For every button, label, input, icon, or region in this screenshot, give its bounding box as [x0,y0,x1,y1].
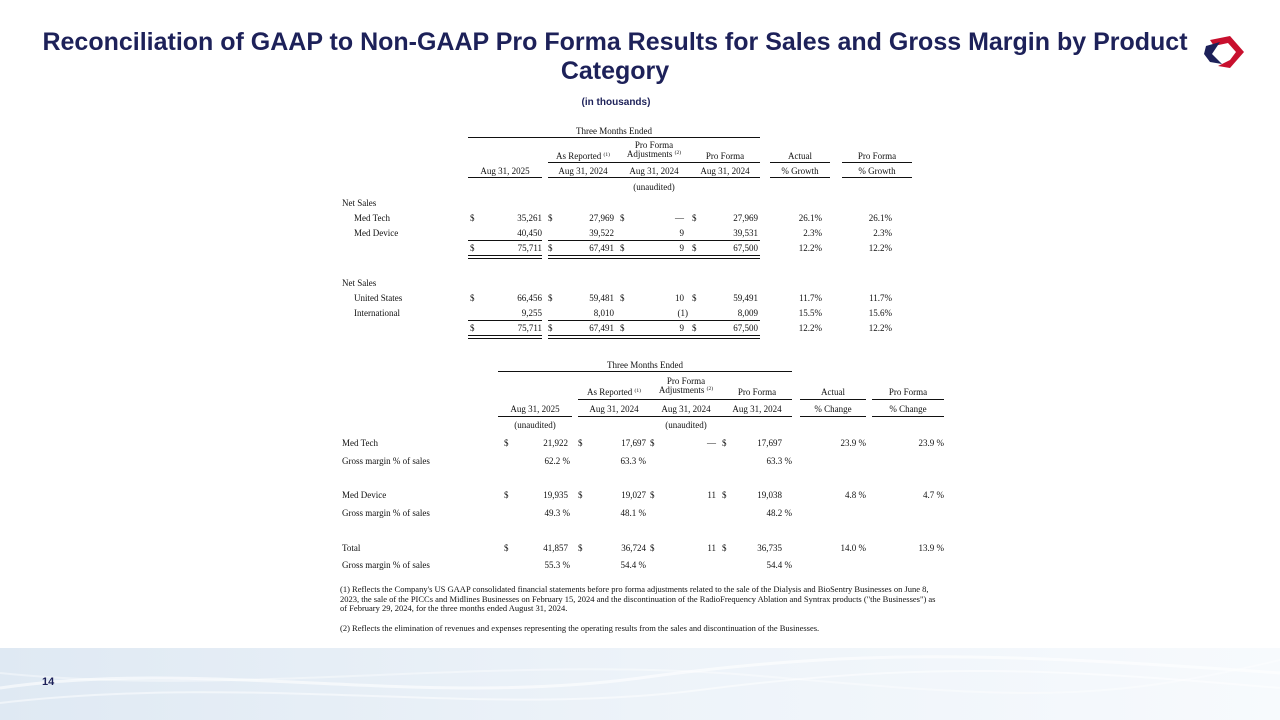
cell: 41,857 [543,543,568,553]
currency-symbol: $ [620,323,625,333]
currency-symbol: $ [620,293,625,303]
currency-symbol: $ [722,543,727,553]
total-cell: 12.2% [798,323,822,333]
currency-symbol: $ [650,438,655,448]
divider [468,177,542,178]
cell: 2.3% [873,228,892,238]
row-label: Total [342,543,361,553]
date-header: Aug 31, 2024 [661,404,711,414]
currency-symbol: $ [650,543,655,553]
divider [618,320,690,321]
footnote-2: (2) Reflects the elimination of revenues and expenses representing the operating results from the sales and discontinuation of the Businesses. [340,623,820,633]
cell: 66,456 [517,293,542,303]
divider [800,416,866,417]
currency-symbol: $ [692,213,697,223]
row-label: Med Device [342,490,387,500]
double-underline [468,255,542,259]
double-underline [690,255,760,259]
header-as-reported: As Reported $^{(1)}$ [556,151,610,161]
currency-symbol: $ [650,490,655,500]
divider [872,416,944,417]
page-number: 14 [42,676,55,688]
currency-symbol: $ [548,293,553,303]
footnote-1: (1) Reflects the Company's US GAAP consolidated financial statements before pro forma adjustments related to the sale of the Dialysis and BioSentry Businesses on June 8, 2023, the sale of the PICCs and Midlines Businesses on February 15, 2024 and the discontinuation of the RadioFrequency Ablation and Syntrax products ("the Businesses") as of February 29, 2024, for the three months ended August 31, 2024. [340,584,936,613]
currency-symbol: $ [548,243,553,253]
cell: 27,969 [733,213,758,223]
date-header: Aug 31, 2024 [589,404,639,414]
cell: — [675,213,684,223]
currency-symbol: $ [504,438,509,448]
cell: 59,491 [733,293,758,303]
header-pro-forma: Pro Forma [737,387,777,397]
period-header: Three Months Ended [576,126,652,136]
gross-margin-cell: 63.3 % [766,456,792,466]
currency-symbol: $ [470,323,475,333]
cell: 26.1% [798,213,822,223]
gross-margin-cell: 48.2 % [766,508,792,518]
cell: 19,935 [543,490,568,500]
date-header: % Change [814,404,852,414]
gross-margin-cell: 55.3 % [544,560,570,570]
divider [618,177,690,178]
header-pro-forma-growth: Pro Forma [857,151,897,161]
divider [842,177,912,178]
cell: 9 [679,228,684,238]
divider [468,137,760,138]
currency-symbol: $ [722,490,727,500]
units-note: (in thousands) [581,97,651,108]
gross-margin-cell: 54.4 % [766,560,792,570]
gross-margin-cell: 48.1 % [620,508,646,518]
divider [468,240,542,241]
date-header: Aug 31, 2024 [558,166,608,176]
total-cell: 12.2% [868,323,892,333]
divider [498,416,572,417]
cell: 23.9 % [840,438,866,448]
unaudited-label: (unaudited) [665,420,707,430]
header-actual: Actual [788,151,812,161]
total-cell: 67,500 [733,243,758,253]
divider [770,177,830,178]
gross-margin-label: Gross margin % of sales [342,560,430,570]
cell: 39,522 [589,228,614,238]
row-label: United States [354,293,403,303]
currency-symbol: $ [548,213,553,223]
double-underline [618,335,690,339]
cell: 39,531 [733,228,758,238]
cell: 36,724 [621,543,646,553]
cell: 35,261 [517,213,542,223]
currency-symbol: $ [692,293,697,303]
cell: 36,735 [757,543,782,553]
total-cell: 67,500 [733,323,758,333]
currency-symbol: $ [692,243,697,253]
divider [578,416,650,417]
cell: 17,697 [621,438,646,448]
total-cell: 9 [679,243,684,253]
currency-symbol: $ [620,213,625,223]
currency-symbol: $ [470,293,475,303]
cell: 11 [707,543,716,553]
cell: 11.7% [869,293,892,303]
gross-margin-cell: 63.3 % [620,456,646,466]
divider [690,320,760,321]
gross-margin-label: Gross margin % of sales [342,508,430,518]
cell: 4.7 % [923,490,944,500]
divider [548,320,618,321]
date-header: Aug 31, 2024 [732,404,782,414]
section-label: Net Sales [342,198,377,208]
footer-wave-decoration [0,648,1280,720]
company-logo-icon [1200,32,1246,72]
date-header: Aug 31, 2024 [629,166,679,176]
divider [498,371,792,372]
cell: 9,255 [521,308,542,318]
cell: 8,009 [737,308,758,318]
divider [468,320,542,321]
date-header: Aug 31, 2024 [700,166,750,176]
unaudited-label: (unaudited) [633,182,675,192]
cell: 26.1% [868,213,892,223]
cell: 11 [707,490,716,500]
header-as-reported: As Reported $^{(1)}$ [587,387,641,397]
divider [578,399,792,400]
gross-margin-label: Gross margin % of sales [342,456,430,466]
currency-symbol: $ [548,323,553,333]
header-adjustments: Pro Forma Adjustments $^{(2)}$ [658,376,714,395]
header-actual: Actual [821,387,845,397]
currency-symbol: $ [692,323,697,333]
divider [618,240,690,241]
date-header: Aug 31, 2025 [480,166,530,176]
cell: 15.6% [868,308,892,318]
total-cell: 12.2% [798,243,822,253]
currency-symbol: $ [504,543,509,553]
total-cell: 75,711 [517,323,542,333]
divider [690,240,760,241]
double-underline [690,335,760,339]
total-cell: 9 [679,323,684,333]
page-title: Reconciliation of GAAP to Non-GAAP Pro Forma Results for Sales and Gross Margin by Product Category [42,28,1188,85]
divider [690,177,760,178]
date-header: % Growth [858,166,896,176]
cell: 27,969 [589,213,614,223]
cell: 11.7% [799,293,822,303]
row-label: International [354,308,400,318]
gross-margin-cell: 62.2 % [544,456,570,466]
divider [770,162,830,163]
cell: 23.9 % [918,438,944,448]
footer-band [0,648,1280,720]
divider [872,399,944,400]
cell: 15.5% [798,308,822,318]
section-label: Net Sales [342,278,377,288]
double-underline [468,335,542,339]
row-label: Med Device [354,228,399,238]
currency-symbol: $ [470,243,475,253]
row-label: Med Tech [342,438,378,448]
currency-symbol: $ [620,243,625,253]
gross-margin-cell: 54.4 % [620,560,646,570]
cell: — [707,438,716,448]
divider [800,399,866,400]
divider [650,416,722,417]
cell: 59,481 [589,293,614,303]
divider [548,177,618,178]
currency-symbol: $ [578,438,583,448]
cell: 17,697 [757,438,782,448]
total-cell: 67,491 [589,243,614,253]
date-header: % Change [889,404,927,414]
header-adjustments: Pro Forma Adjustments $^{(2)}$ [626,140,682,159]
cell: 2.3% [803,228,822,238]
double-underline [548,255,618,259]
cell: 14.0 % [840,543,866,553]
double-underline [548,335,618,339]
gross-margin-cell: 49.3 % [544,508,570,518]
cell: 4.8 % [845,490,866,500]
header-pro-forma: Pro Forma [705,151,745,161]
cell: 13.9 % [918,543,944,553]
currency-symbol: $ [722,438,727,448]
cell: 40,450 [517,228,542,238]
date-header: Aug 31, 2025 [510,404,560,414]
double-underline [618,255,690,259]
total-cell: 12.2% [868,243,892,253]
header-pro-forma-change: Pro Forma [888,387,928,397]
divider [548,162,760,163]
divider [722,416,792,417]
divider [842,162,912,163]
date-header: % Growth [781,166,819,176]
cell: 21,922 [543,438,568,448]
currency-symbol: $ [470,213,475,223]
row-label: Med Tech [354,213,390,223]
total-cell: 75,711 [517,243,542,253]
cell: 19,038 [757,490,782,500]
currency-symbol: $ [578,543,583,553]
cell: 10 [675,293,684,303]
cell: 8,010 [593,308,614,318]
currency-symbol: $ [578,490,583,500]
currency-symbol: $ [504,490,509,500]
cell: (1) [677,308,688,318]
cell: 19,027 [621,490,646,500]
unaudited-label: (unaudited) [514,420,556,430]
period-header: Three Months Ended [607,360,683,370]
divider [548,240,618,241]
total-cell: 67,491 [589,323,614,333]
